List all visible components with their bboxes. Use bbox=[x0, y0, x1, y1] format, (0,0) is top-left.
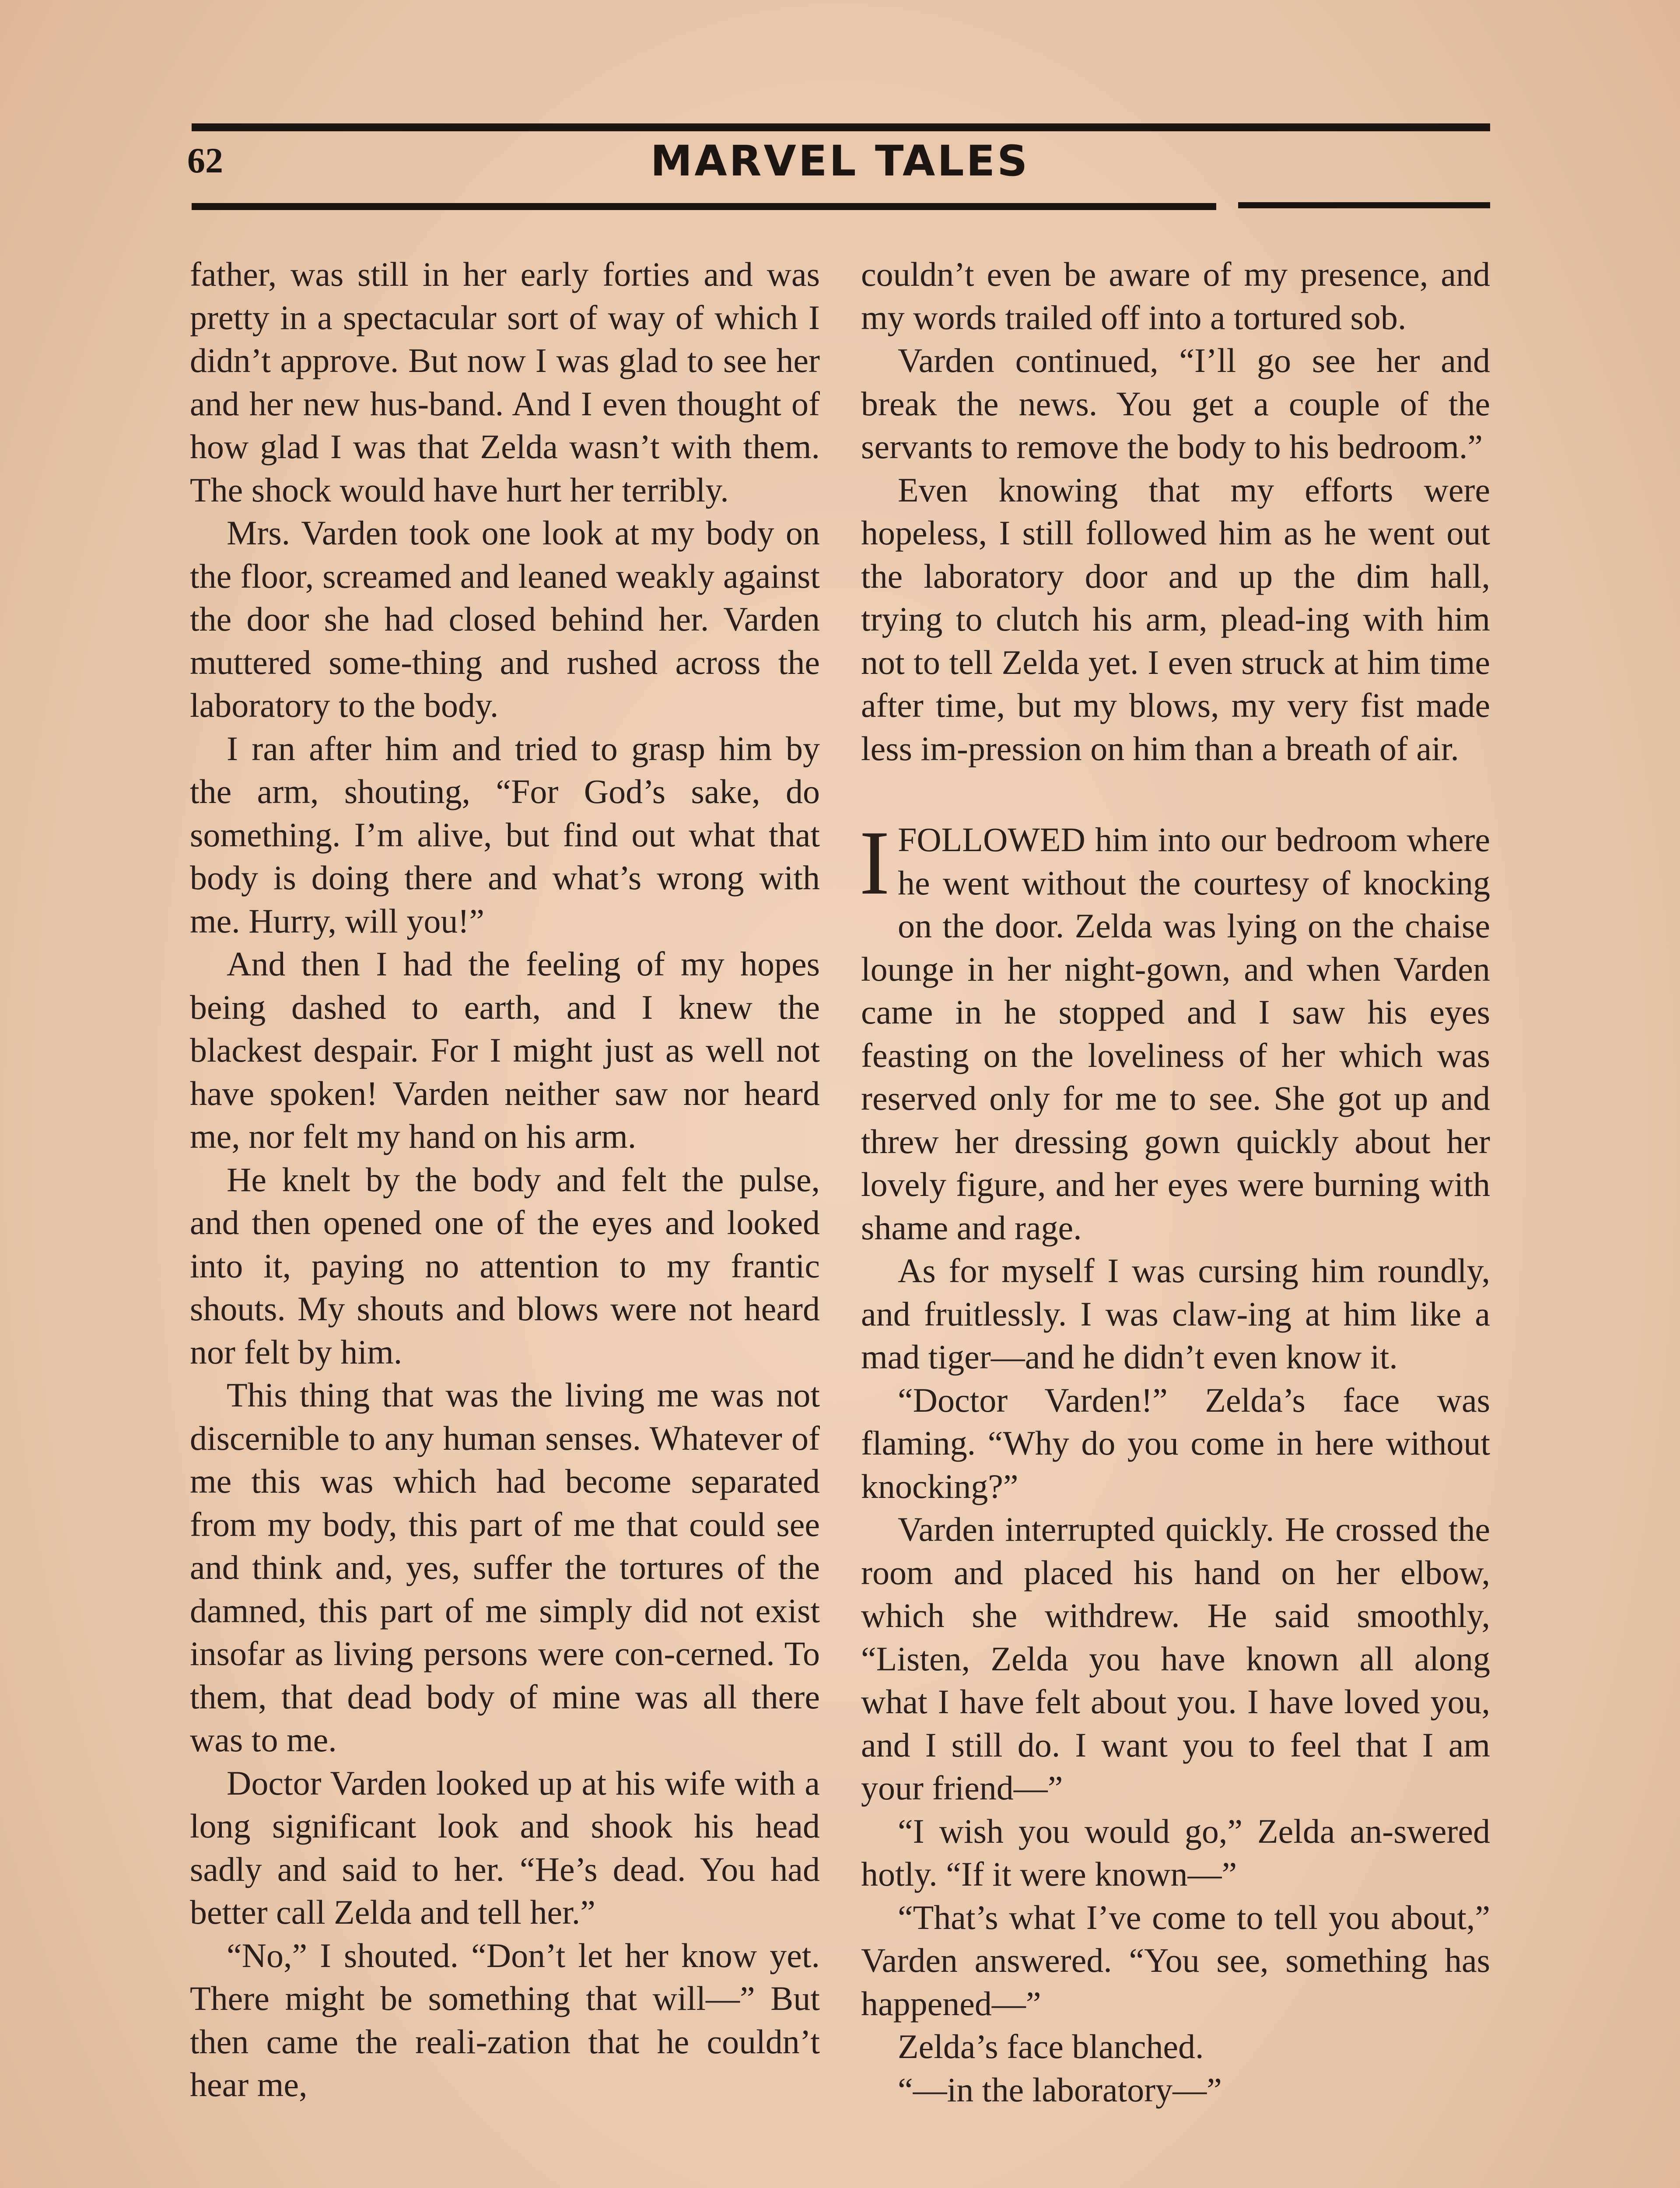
paragraph: Zelda’s face blanched. bbox=[898, 2027, 1204, 2065]
left-column bbox=[190, 253, 820, 2107]
paragraph: father, was still in her early forties and was pretty in a spectacular sort of way of which I didn’t approve. But now I was glad to see her and her new hus-band. And I even thought of how glad I was that Zelda wasn’t with them. The shock would have hurt her terribly. bbox=[190, 255, 820, 509]
paragraph: “That’s what I’ve come to tell you about,” Varden answered. “You see, something has happened—” bbox=[861, 1898, 1490, 2023]
paragraph: Varden continued, “I’ll go see her and break the news. You get a couple of the servants to remove the body to his bedroom.” bbox=[861, 341, 1490, 466]
paragraph: Varden interrupted quickly. He crossed the room and placed his hand on her elbow, which she withdrew. He said smoothly, “Listen, Zelda you have known all along what I have felt about you. I have loved you, and I still do. I want you to feel that I am your friend—” bbox=[861, 1510, 1490, 1807]
paragraph: “Doctor Varden!” Zelda’s face was flaming. “Why do you come in here without knocking?” bbox=[861, 1381, 1490, 1505]
paragraph: Doctor Varden looked up at his wife with a long significant look and shook his head sadly and said to her. “He’s dead. You had better call Zelda and tell her.” bbox=[190, 1764, 820, 1931]
paragraph: As for myself I was cursing him roundly, and fruitlessly. I was claw-ing at him like a mad tiger—and he didn’t even know it. bbox=[861, 1252, 1490, 1376]
header-top-rule bbox=[192, 123, 1490, 131]
drop-cap-letter: I bbox=[859, 812, 890, 914]
header-bottom-rule-end bbox=[1238, 202, 1490, 208]
page-number: 62 bbox=[187, 140, 223, 180]
paragraph: Mrs. Varden took one look at my body on the floor, screamed and leaned weakly against the door she had closed behind her. Varden muttered some-thing and rushed across the laboratory to the body. bbox=[190, 514, 820, 724]
paragraph: couldn’t even be aware of my presence, and my words trailed off into a tortured sob. bbox=[861, 255, 1490, 337]
paragraph: “I wish you would go,” Zelda an-swered hotly. “If it were known—” bbox=[861, 1812, 1490, 1893]
paragraph: I ran after him and tried to grasp him by the arm, shouting, “For God’s sake, do something. I’m alive, but find out what that body is doing there and what’s wrong with me. Hurry, will you!” bbox=[190, 729, 820, 940]
right-column bbox=[861, 253, 1490, 2111]
paragraph: This thing that was the living me was not discernible to any human senses. Whatever of me this was which had become separated from my body, this part of me that could see and think and, yes, suffer the tortures of the damned, this part of me simply did not exist insofar as living persons were con-cerned. To them, that dead body of mine was all there was to me. bbox=[190, 1376, 820, 1759]
running-head-title: MARVEL TALES bbox=[650, 137, 1030, 186]
paragraph: He knelt by the body and felt the pulse, and then opened one of the eyes and looked into it, paying no attention to my frantic shouts. My shouts and blows were not heard nor felt by him. bbox=[190, 1160, 820, 1371]
drop-cap-paragraph bbox=[859, 812, 1490, 1249]
paragraph: “No,” I shouted. “Don’t let her know yet. There might be something that will—” But then came the reali-zation that he couldn’t hear me, bbox=[190, 1936, 820, 2104]
header-bottom-rule bbox=[192, 203, 1216, 210]
drop-cap-paragraph-text: FOLLOWED him into our bedroom where he went without the courtesy of knocking on the door. Zelda was lying on the chaise lounge in her night-gown, and when Varden came in he stopped and I saw his eyes feasting on the loveliness of her which was reserved only for me to see. She got up and threw her dressing gown quickly about her lovely figure, and her eyes were burning with shame and rage. bbox=[861, 820, 1490, 1247]
paragraph: And then I had the feeling of my hopes being dashed to earth, and I knew the blackest despair. For I might just as well not have spoken! Varden neither saw nor heard me, nor felt my hand on his arm. bbox=[190, 945, 820, 1155]
paragraph: “—in the laboratory—” bbox=[898, 2070, 1222, 2109]
paragraph: Even knowing that my efforts were hopeless, I still followed him as he went out the laboratory door and up the dim hall, trying to clutch his arm, plead-ing with him not to tell Zelda yet. I even struck at him time after time, but my blows, my very fist made less im-pression on him than a breath of air. bbox=[861, 470, 1490, 768]
